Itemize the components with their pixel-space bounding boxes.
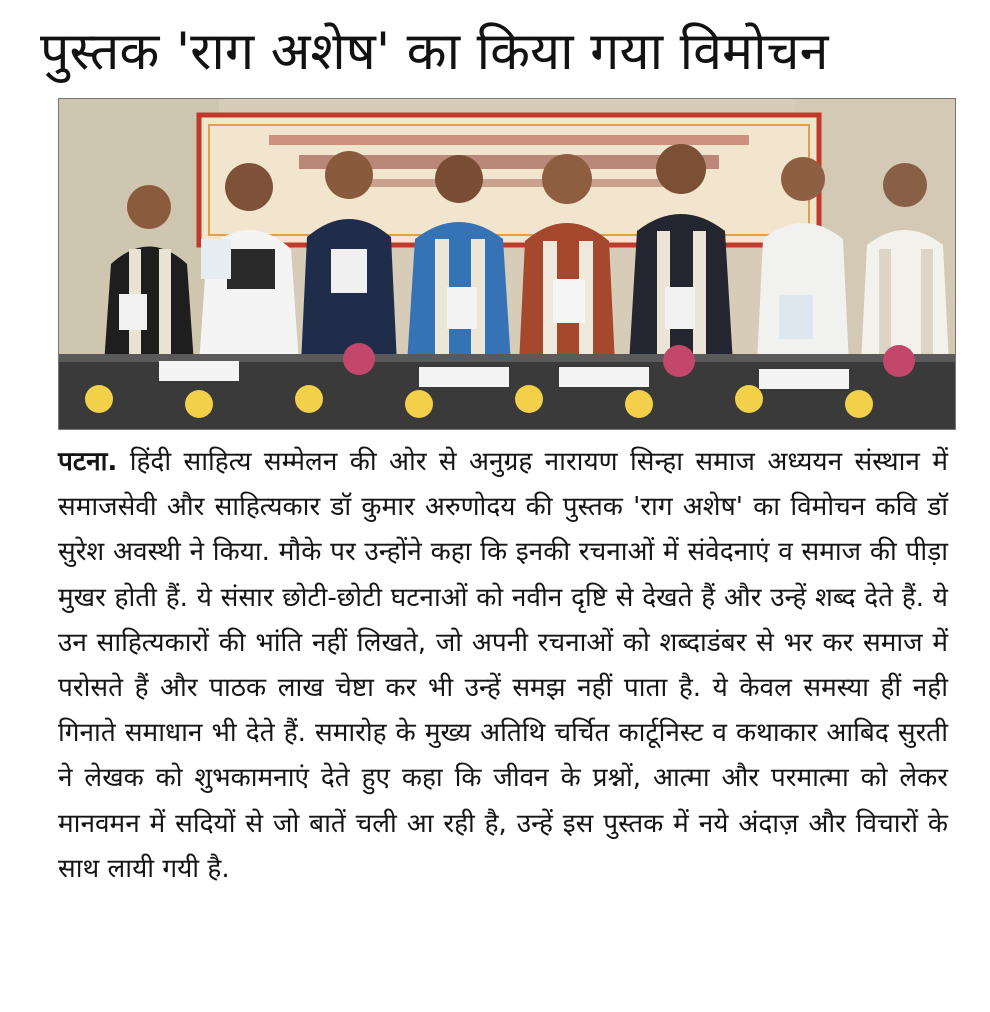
name-plate bbox=[159, 361, 239, 381]
name-plate bbox=[559, 367, 649, 387]
name-plate bbox=[759, 369, 849, 389]
headline: पुस्तक 'राग अशेष' का किया गया विमोचन bbox=[40, 22, 829, 82]
article-text: हिंदी साहित्य सम्मेलन की ओर से अनुग्रह नारायण सिन्हा समाज अध्ययन संस्थान में समाजसेवी और साहित्यकार डॉ कुमार अरुणोदय की पुस्तक 'राग अशेष' का विमोचन कवि डॉ सुरेश अवस्थी ने किया. मौके पर उन्होंने कहा कि इनकी रचनाओं में संवेदनाएं व समाज की पीड़ा मुखर होती हैं. ये संसार छोटी-छोटी घटनाओं को नवीन दृष्टि से देखते हैं और उन्हें शब्द देते हैं. ये उन साहित्यकारों की भांति नहीं लिखते, जो अपनी रचनाओं को शब्दाडंबर से भर कर समाज में परोसते हैं और पाठक लाख चेष्टा कर भी उन्हें समझ नहीं पाता है. ये केवल समस्या हीं नही गिनाते समाधान भी देते हैं. समारोह के मुख्य अतिथि चर्चित कार्टूनिस्ट व कथाकार आबिद सुरती ने लेखक को शुभकामनाएं देते हुए कहा कि जीवन के प्रश्नों, आत्मा और परमात्मा को लेकर मानवमन में सदियों से जो बातें चली आ रही है, उन्हें इस पुस्तक में नये अंदाज़ और विचारों के साथ लायी गयी है. bbox=[58, 447, 948, 884]
photo-illustration bbox=[59, 99, 955, 429]
name-plate bbox=[419, 367, 509, 387]
book-launch-photo bbox=[58, 98, 956, 430]
article-body bbox=[58, 440, 948, 892]
dateline: पटना. bbox=[58, 447, 118, 477]
